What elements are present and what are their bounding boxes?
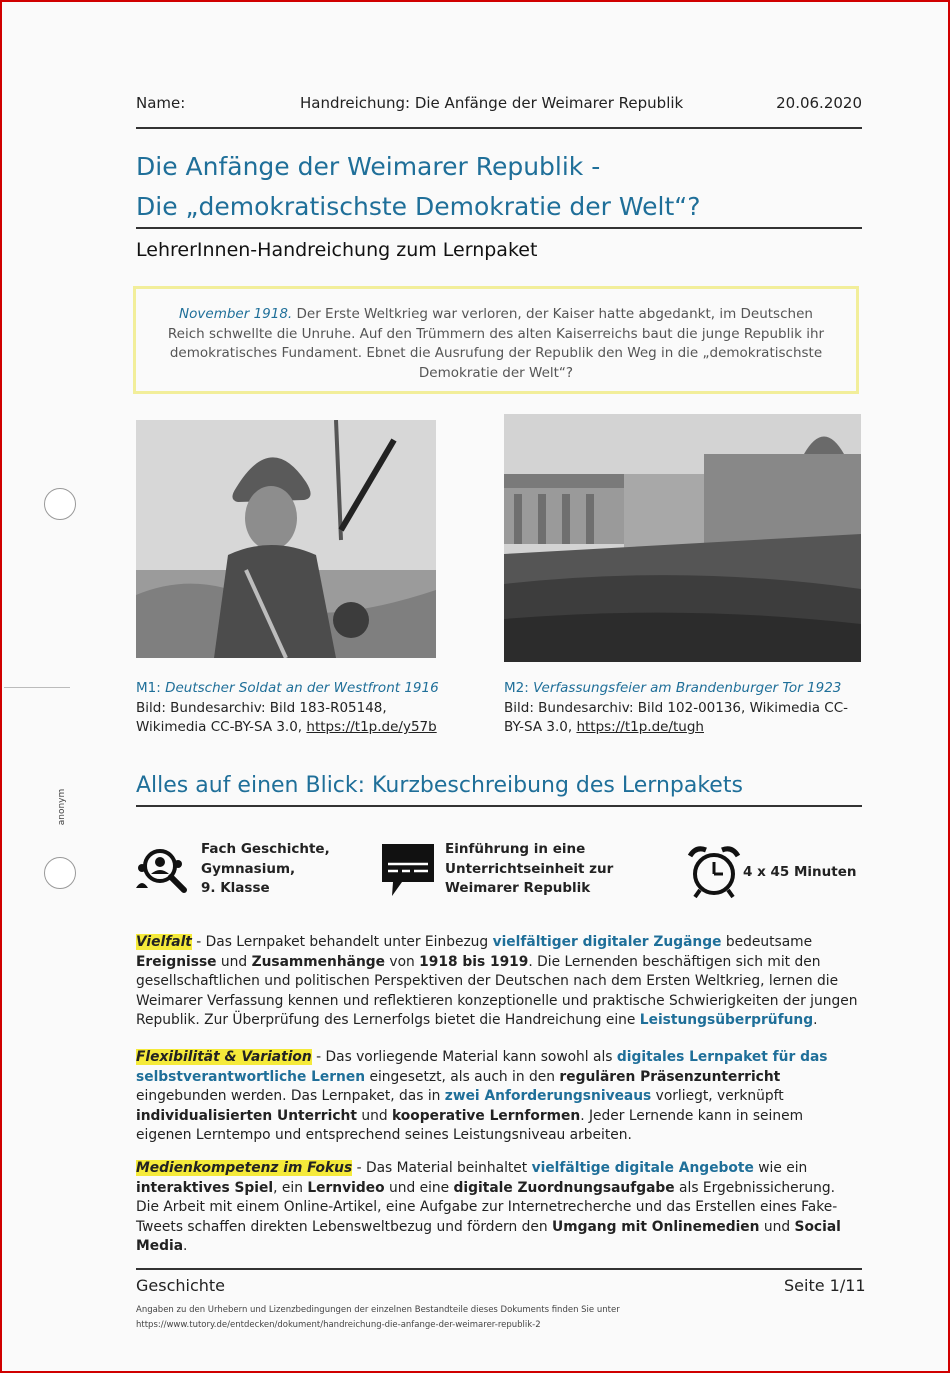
text-segment: eingebunden werden. Das Lernpaket, das in (136, 1088, 445, 1104)
header-divider (136, 127, 862, 129)
alarm-clock-icon (686, 844, 742, 898)
feature-topic-line-2: Unterrichtseinheit zur (445, 860, 614, 877)
footer-license-note: Angaben zu den Urhebern und Lizenzbedingungen der einzelnen Bestandteile dieses Dokuments finden Sie unter (136, 1305, 620, 1315)
text-segment: von (385, 953, 420, 970)
intro-lead: November 1918. (179, 306, 293, 322)
caption-m2-link[interactable]: https://t1p.de/tugh (576, 719, 704, 735)
bold-term: digitale Zuordnungsaufgabe (453, 1179, 675, 1196)
highlight-term: vielfältiger digitaler Zugänge (492, 934, 722, 950)
section-divider (136, 805, 862, 807)
feature-topic (445, 840, 645, 899)
paragraph-flexibilitaet (136, 1048, 862, 1146)
brandenburg-photo-image (504, 414, 861, 662)
text-segment: wie ein (753, 1160, 808, 1176)
bold-term: Lernvideo (307, 1179, 385, 1196)
bold-term: Social Media (136, 1218, 841, 1254)
caption-m2-title: Verfassungsfeier am Brandenburger Tor 1923 (533, 680, 842, 696)
soldier-photo-image (136, 420, 436, 658)
intro-text: Der Erste Weltkrieg war verloren, der Kaiser hatte abgedankt, im Deutschen Reich schwellte die Unruhe. Auf den Trümmern des alten Kaiserreichs baut die junge Republik ihr demokratisches Fundament. Ebnet die Ausrufung der Republik den Weg in die „demokratischste Demokratie der Welt“? (167, 306, 825, 381)
highlight-term: zwei Anforderungsniveaus (444, 1088, 652, 1104)
bold-term: regulären Präsenzunterricht (559, 1068, 781, 1085)
text-segment: als Ergebnissicherung. Die Arbeit mit einem Online-Artikel, eine Aufgabe zur Internetrecherche und das Erstellen eines Fake-Tweets schaffen direkten Lebensweltbezug und fördern den (136, 1179, 838, 1235)
bold-term: individualisierten Unterricht (136, 1107, 357, 1124)
text-segment: und (216, 953, 252, 970)
caption-m1-title: Deutscher Soldat an der Westfront 1916 (165, 680, 439, 696)
bold-term: Zusammenhänge (251, 953, 386, 970)
text-segment: bedeutsame (721, 934, 813, 950)
page-header (136, 94, 862, 118)
fold-mark (4, 687, 70, 688)
bold-term: 1918 bis 1919 (419, 953, 529, 970)
caption-m1 (136, 679, 456, 738)
bold-term: kooperative Lernformen (391, 1107, 581, 1124)
text-segment: - Das Material beinhaltet (352, 1160, 532, 1176)
bold-term: Ereignisse (136, 953, 217, 970)
students-search-icon (134, 844, 190, 898)
text-segment: und (759, 1218, 795, 1235)
feature-subject-line-2: Gymnasium, (201, 860, 296, 877)
caption-m2 (504, 679, 864, 738)
text-segment: - Das vorliegende Material kann sowohl als (311, 1049, 617, 1065)
feature-topic-line-3: Weimarer Republik (445, 880, 591, 896)
text-segment: , ein (273, 1179, 308, 1196)
text-segment: und eine (384, 1179, 454, 1196)
text-segment: . Die Lernenden beschäftigen sich mit den gesellschaftlichen und politischen Perspektiven der Deutschen nach dem Ersten Weltkrieg, lernen die Weimarer Verfassung kennen und reflektieren konzeptionelle und praktische Schwierigkeiten der jungen Republik. Zur Überprüfung des Lernerfolgs bietet die Handreichung eine (136, 953, 858, 1028)
feature-duration: 4 x 45 Minuten (743, 864, 857, 880)
footer-page-number: Seite 1/11 (784, 1276, 866, 1295)
highlight-term: vielfältige digitale Angebote (531, 1160, 754, 1176)
keyword-vielfalt: Vielfalt (136, 934, 192, 950)
punch-hole-top (44, 488, 76, 520)
document-subtitle: LehrerInnen-Handreichung zum Lernpaket (136, 239, 538, 261)
caption-m1-credit: Bild: Bundesarchiv: Bild 183-R05148, Wikimedia CC-BY-SA 3.0, (136, 699, 387, 735)
highlight-term: digitales Lernpaket für das selbstverantwortliche Lernen (136, 1049, 828, 1085)
feature-subject (201, 840, 371, 899)
paragraph-medienkompetenz (136, 1159, 862, 1257)
feature-subject-line-1: Fach Geschichte, (201, 841, 330, 857)
text-segment: vorliegt, verknüpft (651, 1088, 784, 1104)
text-segment: - Das Lernpaket behandelt unter Einbezug (191, 934, 493, 950)
document-label: Handreichung: Die Anfänge der Weimarer Republik (300, 94, 684, 112)
text-segment: . Jeder Lernende kann in seinem eigenen Lerntempo und entsprechend seines Leistungsniveau arbeiten. (136, 1107, 804, 1143)
caption-m1-link[interactable]: https://t1p.de/y57b (306, 719, 437, 735)
bold-term: Umgang mit Onlinemedien (552, 1218, 760, 1235)
footer-divider (136, 1268, 862, 1270)
highlight-term: Leistungsüberprüfung (639, 1012, 814, 1028)
text-segment: . (183, 1238, 188, 1254)
section-title: Alles auf einen Blick: Kurzbeschreibung des Lernpakets (136, 773, 743, 798)
document-title-line-2: Die „demokratischste Demokratie der Welt“? (136, 192, 701, 221)
anonym-label: anonym (57, 788, 67, 826)
chat-bubble-icon (380, 842, 436, 896)
intro-box (133, 286, 859, 394)
name-label: Name: (136, 94, 186, 112)
text-segment: eingesetzt, als auch in den (365, 1068, 560, 1085)
header-date: 20.06.2020 (776, 94, 862, 112)
keyword-flexibilitaet: Flexibilität & Variation (136, 1049, 312, 1065)
text-segment: . (813, 1012, 818, 1028)
text-segment: und (356, 1107, 392, 1124)
caption-m2-credit: Bild: Bundesarchiv: Bild 102-00136, Wikimedia CC-BY-SA 3.0, (504, 699, 849, 735)
caption-m2-id: M2: (504, 680, 529, 696)
footer-license-url[interactable]: https://www.tutory.de/entdecken/dokument/handreichung-die-anfange-der-weimarer-republik-2 (136, 1320, 541, 1330)
photo-soldier (136, 420, 436, 658)
photo-brandenburg-gate (504, 414, 861, 662)
feature-topic-line-1: Einführung in eine (445, 841, 586, 857)
title-divider (136, 227, 862, 229)
keyword-medienkompetenz: Medienkompetenz im Fokus (136, 1160, 353, 1176)
bold-term: interaktives Spiel (136, 1179, 274, 1196)
caption-m1-id: M1: (136, 680, 161, 696)
feature-subject-line-3: 9. Klasse (201, 880, 270, 896)
punch-hole-bottom (44, 857, 76, 889)
paragraph-vielfalt (136, 933, 862, 1031)
footer-subject: Geschichte (136, 1276, 226, 1295)
document-title-line-1: Die Anfänge der Weimarer Republik - (136, 152, 601, 181)
